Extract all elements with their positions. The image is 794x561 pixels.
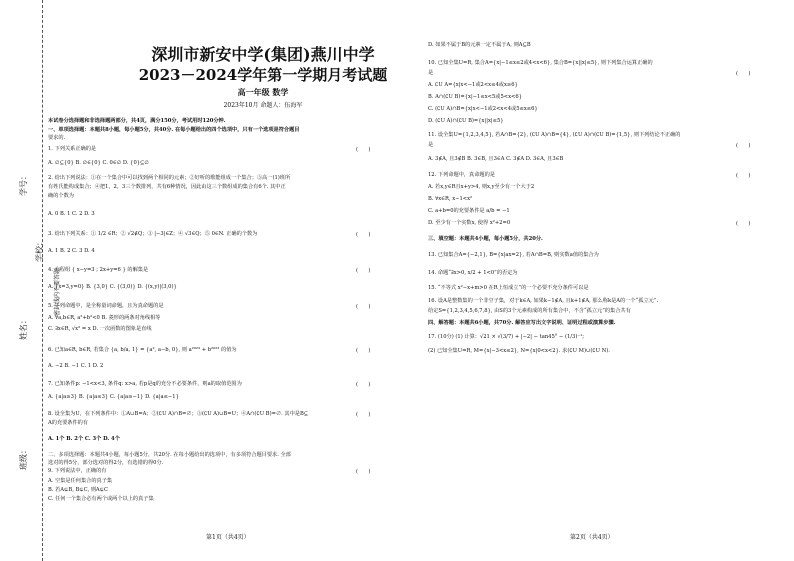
answer-paren: ( ) — [356, 469, 371, 475]
left-line: A. 0 B. 1 C. 2 D. 3 — [48, 211, 95, 217]
left-line: 9. 下列说法中，正确的有 — [48, 468, 107, 474]
right-line: 10. 已知全集U=R, 集合A={x|−1≤x≤2或4<x<6}, 集合B={x||x|≤5}, 则下列集合运算正确的 — [428, 60, 653, 66]
right-line: D. (∁U A)∩(∁U B)={x||x|≤5} — [428, 118, 504, 124]
left-line: B. 若A⊊B, B⊊C, 则A⊊C — [48, 487, 108, 493]
answer-paren: ( ) — [356, 304, 371, 310]
right-line: 是 — [428, 142, 434, 148]
left-line: A. 1 B. 2 C. 3 D. 4 — [48, 248, 95, 254]
left-line: A. {a|a≥3} B. {a|a≤3} C. {a|a≥−1} D. {a|a≤−1} — [48, 394, 179, 400]
right-line: 17. (10分) (1) 计算：√21 × √(3/7) + |−2| − tan45° − (1/3)⁻¹; — [428, 334, 584, 340]
left-line: A. ∅⊆{0} B. ∅∈{0} C. 0∈∅ D. {0}⊆∅ — [48, 160, 149, 166]
no-answer-warning: 密封线内不要答题 — [54, 267, 61, 316]
right-line: 16. 设A是整数集的一个非空子集，对于k∈A, 如果k−1∉A, 且k+1∉A, 那么称k是A的一个“孤立元”. — [428, 298, 659, 304]
right-line: B. A∩(∁U B)={x|−1≤x<5或5<x<6} — [428, 94, 522, 100]
right-line: 12. 下列命题中，真命题的是 — [428, 172, 495, 178]
left-line: 7. 已知条件p: −1<x<3, 条件q: x>a, 若p是q的充分不必要条件，则a的取值范围为 — [48, 381, 242, 387]
left-line: A. 1个 B. 2个 C. 3个 D. 4个 — [48, 436, 120, 442]
answer-paren: ( ) — [356, 147, 371, 153]
left-line: 4. 方程组 { x−y=3 ; 2x+y=6 } 的解集是 — [48, 267, 149, 273]
right-line: D. 至少有一个实数x, 使得 x²+2=0 — [428, 220, 511, 226]
answer-paren: ( ) — [736, 221, 751, 227]
answer-paren: ( ) — [356, 412, 371, 418]
answer-paren: ( ) — [736, 71, 751, 77]
class-label: 班级： — [19, 446, 28, 470]
left-line: 一、单项选择题：本题共8小题，每小题5分，共40分. 在每小题给出的四个选项中，只有一个选项是符合题目 — [48, 127, 300, 133]
left-line: A. 空集是任何集合的真子集 — [48, 478, 113, 484]
school-title: 深圳市新安中学(集团)燕川中学 — [151, 45, 375, 64]
left-line: 本试卷分选择题和非选择题两部分，共4页，满分150分，考试用时120分钟. — [48, 118, 226, 124]
right-line: C. (∁U A)∩B={x|x<−1或2<x<4或5≤x≤6} — [428, 106, 538, 112]
exam-title: 2023－2024学年第一学期月考试题 — [138, 66, 388, 84]
answer-paren: ( ) — [356, 232, 371, 238]
right-line: 四、解答题：本题共6小题，共70分. 解答应写出文字说明、证明过程或演算步骤. — [428, 320, 616, 326]
left-line: 2. 给出下列说法：①在一个集合中可以找到两个相同的元素；②好听的歌能组成一个集合；③高一(1)班所 — [48, 175, 291, 181]
right-line: 15. “不等式 x²−x+m>0 在R上恒成立”的一个必要不充分条件可以是 — [428, 285, 589, 291]
left-line: 二、多项选择题：本题共4小题，每小题5分，共20分. 在每小题给出的选项中，有多项符合题目要求. 全部 — [48, 452, 291, 458]
left-line: A. {x=3,y=0} B. {3,0} C. {(3,0)} D. {(x,y)|(3,0)} — [48, 284, 177, 290]
left-line: 8. 设全集为U，在下列条件中：①A∪B=A；②(∁U A)∩B=∅；③(∁U A)∪B=U；④A∩(∁U B)=∅. 其中是B⊆ — [48, 411, 309, 417]
right-line: A. ∁U A={x|x<−1或2<x≤4或x≥6} — [428, 82, 518, 88]
right-line: 13. 已知集合A={−2,1}, B={x|ax=2}, 若A∩B=B, 则实数a值的集合为 — [428, 252, 599, 258]
right-line: 是 — [428, 70, 434, 76]
school-label: 学校： — [35, 238, 44, 262]
seal-dashed-line — [42, 0, 43, 561]
answer-paren: ( ) — [356, 348, 371, 354]
exam-meta: 2023年10月 命题人：伍海军 — [223, 102, 303, 109]
page-1-footer: 第1页（共4页） — [206, 534, 250, 541]
left-line: C. ∃x∈R, √x² = x D. 一次函数的图象是直线 — [48, 326, 152, 332]
left-line: 3. 给出下列关系：① 1/2 ∈R；② √2∉Q；③ |−3|∈Z；④ √3∈Q；⑤ 0∈N. 正确的个数为 — [48, 231, 258, 237]
left-line: 1. 下列关系正确的是 — [48, 146, 97, 152]
answer-paren: ( ) — [736, 173, 751, 179]
left-line: 要求的. — [48, 135, 66, 141]
left-line: A. −2 B. −1 C. 1 D. 2 — [48, 363, 104, 369]
subject-title: 高一年级 数学 — [237, 87, 289, 97]
right-line: (2) 已知全集U=R, M={x|−3<x≤2}, N={x|0<x<2}. 求(∁U M)∪(∁U N). — [428, 348, 610, 354]
left-line: 有姓氏能构成集合；④把1，2，3三个数排列，共有6种情况，因此由这三个数组成的集合有6个. 其中正 — [48, 184, 286, 190]
name-label: 姓名： — [19, 316, 28, 340]
page-2-footer: 第2页（共4页） — [570, 534, 614, 541]
right-line: D. 如果不属于B的元素一定不属于A, 则A⊆B — [428, 42, 531, 48]
left-line: 选对的得5分，部分选对的得2分，有选错的得0分. — [48, 460, 164, 466]
right-line: 给定S={1,2,3,4,5,6,7,8}, 由S的3个元素构成的所有集合中，不含“孤立元”的集合共有 — [428, 308, 631, 314]
left-line: 确的个数为 — [48, 193, 74, 199]
right-line: 14. 命题“∃x>0, x/2 + 1<0”的否定为 — [428, 270, 518, 276]
answer-paren: ( ) — [356, 382, 371, 388]
left-line: 6. 已知a∈R, b∈R, 若集合 {a, b/a, 1} = {a², a−b, 0}, 则 a²⁰²³ + b²⁰²³ 的值为 — [48, 347, 237, 353]
left-line: A. ∀a,b∈R, a²+b²<0 B. 菱形的两条对角线相等 — [48, 315, 161, 321]
left-line: A的充要条件的有 — [48, 420, 89, 426]
left-line: C. 任何一个集合必有两个或两个以上的真子集 — [48, 496, 154, 502]
answer-paren: ( ) — [356, 268, 371, 274]
right-line: A. 若x,y∈R且x+y>4, 则x,y至少有一个大于2 — [428, 184, 535, 190]
right-line: 三、填空题：本题共4小题，每小题5分，共20分. — [428, 236, 543, 242]
right-line: A. 3∉A, 且3∉B B. 3∈B, 且3∈A C. 3∉A D. 3∈A, 且3∈B — [428, 156, 564, 162]
right-line: 11. 设全集U={1,2,3,4,5}, 若A∩B={2}, (∁U A)∩B={4}, (∁U A)∩(∁U B)={1,5}, 则下列结论不正确的 — [428, 132, 681, 138]
right-line: C. a+b=0的充要条件是 a/b = −1 — [428, 208, 510, 214]
student-id-label: 学号： — [19, 172, 28, 196]
answer-paren: ( ) — [736, 143, 751, 149]
left-line: 5. 下列命题中，是全称量词命题，且为真命题的是 — [48, 303, 164, 309]
right-line: B. ∀x∈R, x−1<x² — [428, 196, 473, 202]
